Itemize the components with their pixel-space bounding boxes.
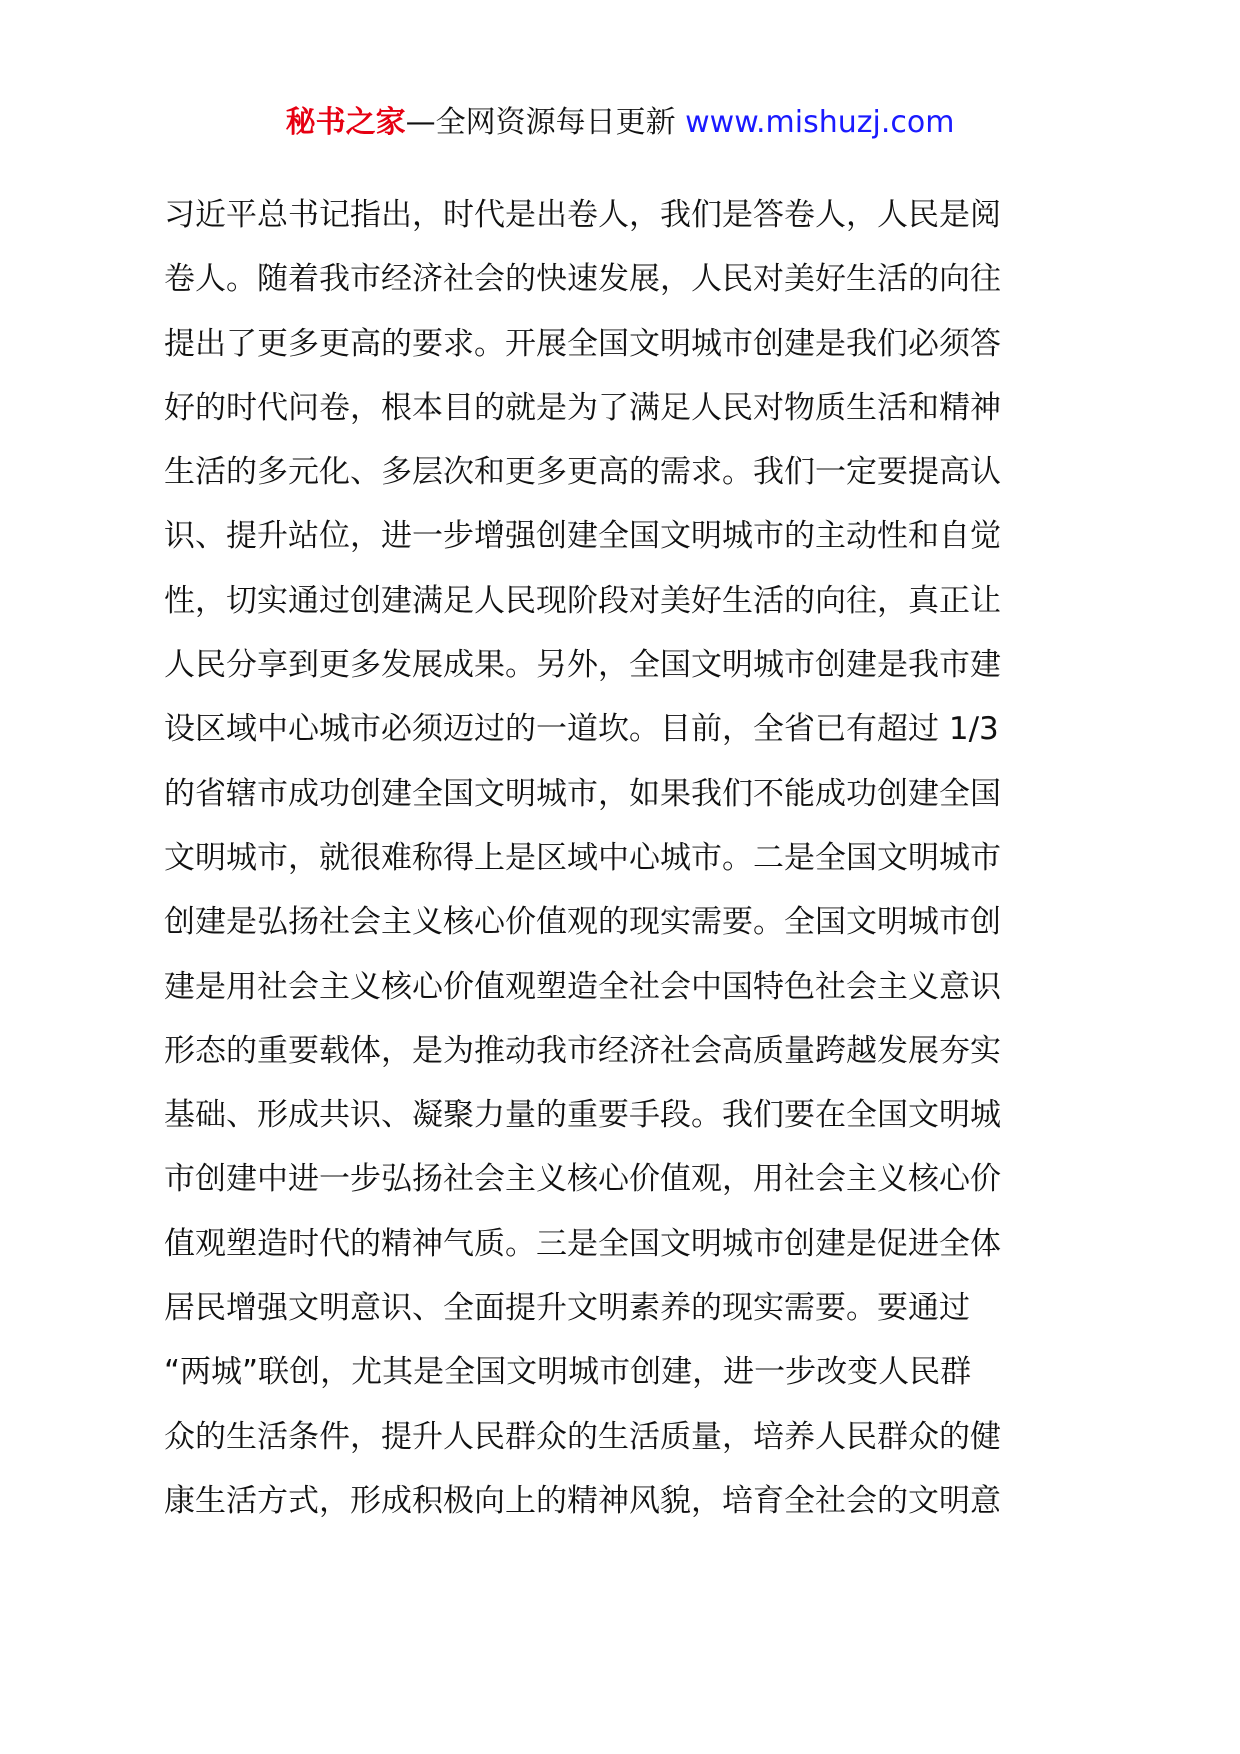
body-line: 的省辖市成功创建全国文明城市，如果我们不能成功创建全国 <box>164 775 1001 812</box>
body-line: 居民增强文明意识、全面提升文明素养的现实需要。要通过 <box>164 1290 970 1327</box>
body-line: 习近平总书记指出，时代是出卷人，我们是答卷人，人民是阅 <box>164 197 1001 233</box>
site-url-link[interactable]: www.mishuzj.com <box>685 105 955 140</box>
body-line: 文明城市，就很难称得上是区域中心城市。二是全国文明城市 <box>164 839 1001 876</box>
body-line: 创建是弘扬社会主义核心价值观的现实需要。全国文明城市创 <box>164 904 1001 941</box>
body-line: 市创建中进一步弘扬社会主义核心价值观，用社会主义核心价 <box>164 1161 1001 1198</box>
body-line: “两城”联创，尤其是全国文明城市创建，进一步改变人民群 <box>164 1354 972 1391</box>
body-line: 好的时代问卷，根本目的就是为了满足人民对物质生活和精神 <box>164 389 1001 426</box>
site-brand: 秘书之家 <box>285 105 406 140</box>
body-line: 设区域中心城市必须迈过的一道坎。目前，全省已有超过 1/3 <box>164 711 999 748</box>
body-line: 提出了更多更高的要求。开展全国文明城市创建是我们必须答 <box>164 325 1001 362</box>
document-body <box>164 183 1084 1533</box>
body-line: 形态的重要载体，是为推动我市经济社会高质量跨越发展夯实 <box>164 1032 1001 1069</box>
body-line: 建是用社会主义核心价值观塑造全社会中国特色社会主义意识 <box>164 968 1001 1005</box>
body-line: 卷人。随着我市经济社会的快速发展，人民对美好生活的向往 <box>164 261 1001 298</box>
header-tagline: —全网资源每日更新 <box>405 105 676 140</box>
body-line: 生活的多元化、多层次和更多更高的需求。我们一定要提高认 <box>164 454 1001 491</box>
body-line: 性，切实通过创建满足人民现阶段对美好生活的向往，真正让 <box>164 582 1001 619</box>
body-line: 众的生活条件，提升人民群众的生活质量，培养人民群众的健 <box>164 1418 1001 1455</box>
page-header <box>0 100 1240 146</box>
body-line: 值观塑造时代的精神气质。三是全国文明城市创建是促进全体 <box>164 1225 1001 1262</box>
body-line: 识、提升站位，进一步增强创建全国文明城市的主动性和自觉 <box>164 518 1001 555</box>
body-line: 基础、形成共识、凝聚力量的重要手段。我们要在全国文明城 <box>164 1097 1001 1134</box>
body-line: 人民分享到更多发展成果。另外，全国文明城市创建是我市建 <box>164 647 1001 684</box>
body-line: 康生活方式，形成积极向上的精神风貌，培育全社会的文明意 <box>164 1482 1001 1519</box>
